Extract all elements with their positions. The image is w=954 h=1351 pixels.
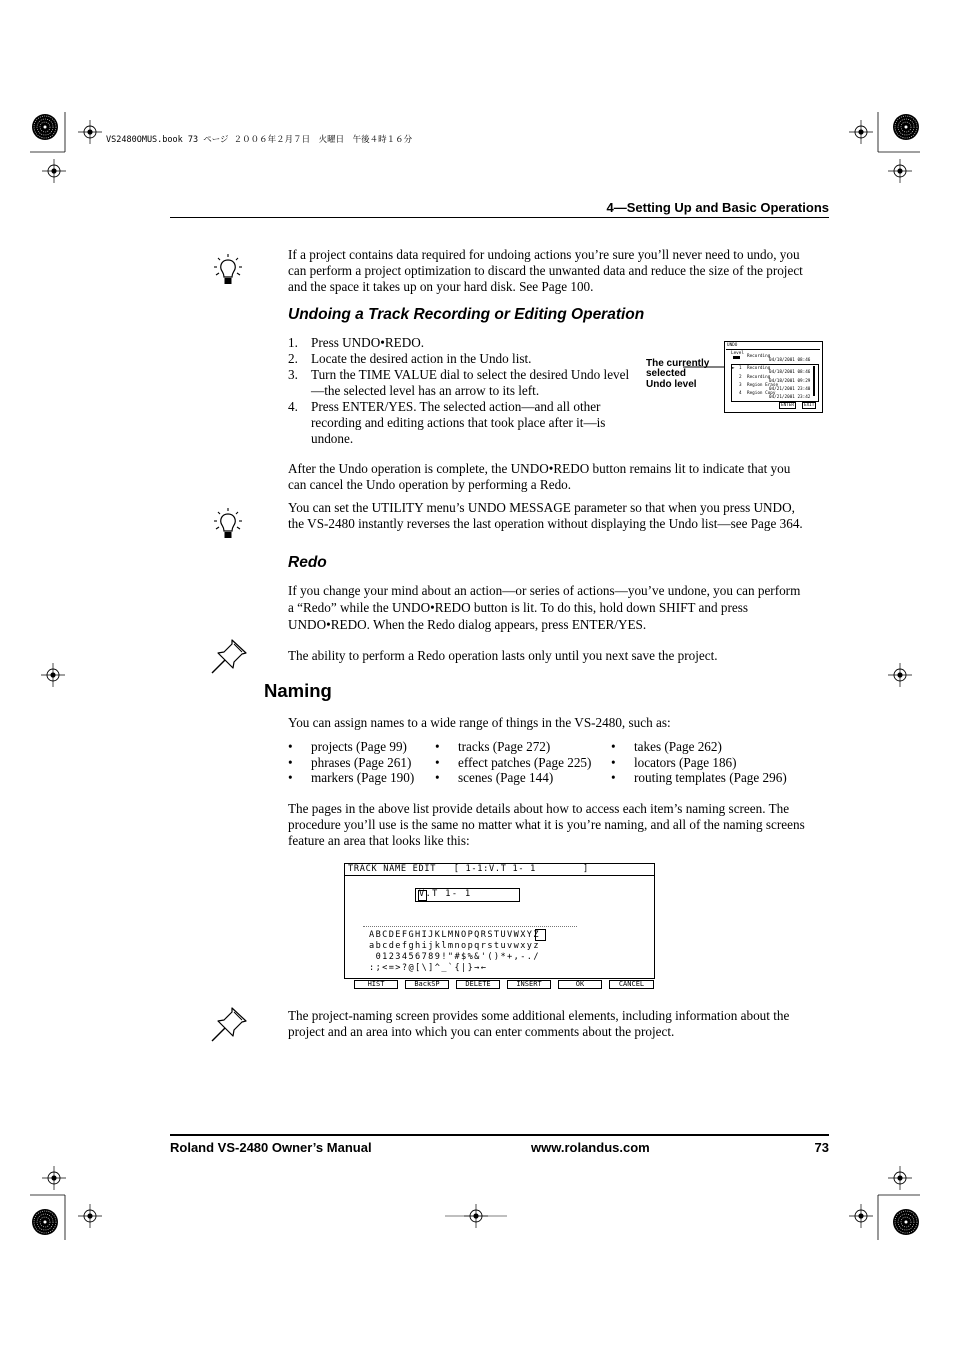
ok-button: OK <box>558 980 602 989</box>
list-item: • effect patches (Page 225) <box>435 755 611 771</box>
name-field <box>415 888 520 902</box>
list-item: • markers (Page 190) <box>288 770 435 786</box>
naming-paragraph: The pages in the above list provide details about how to access each item’s naming screen. The procedure you’ll use is the same no matter what it is you’re naming, and all of the naming screens feature an area that looks like this: <box>288 801 805 848</box>
undo-row-date: 04/18/2001 08:46 <box>769 370 811 375</box>
footer-rule <box>170 1134 829 1136</box>
naming-intro: You can assign names to a wide range of things in the VS-2480, such as: <box>288 715 671 730</box>
hist-button: HIST <box>354 980 398 989</box>
char-row: 0123456789!"#$%&'()*+,-./ <box>369 952 540 962</box>
undo-screen-title: UNDO <box>727 343 738 348</box>
undo-row-num: 2 <box>739 375 742 380</box>
undo-row-num: 1 <box>739 366 742 371</box>
undo-row-num: 4 <box>739 391 742 396</box>
list-item: • routing templates (Page 296) <box>611 770 811 786</box>
undo-level-box <box>733 356 740 359</box>
insert-button: INSERT <box>507 980 551 989</box>
name-edit-title: TRACK NAME EDIT [ 1-1:V.T 1- 1 ] <box>348 864 589 874</box>
tip-paragraph: If a project contains data required for undoing actions you’re sure you’ll never need to undo, you can perform a project optimization to discard the unwanted data and reduce the size of the project and the space it takes up on your hard disk. See Page 100. <box>288 247 803 294</box>
lightbulb-icon <box>212 253 244 289</box>
undo-row-date: 04/21/2001 23:40 <box>769 387 811 392</box>
bullet-column <box>435 739 611 786</box>
undo-enter-button: ENTER <box>781 403 794 408</box>
list-item: • projects (Page 99) <box>288 739 435 755</box>
naming-bullet-list <box>288 739 811 786</box>
pushpin-icon <box>210 638 248 674</box>
note-paragraph: The project-naming screen provides some additional elements, including information about the project and an area into which you can enter comments about the project. <box>288 1008 790 1039</box>
undo-top-date: 04/18/2001 08:46 <box>769 358 811 363</box>
bullet-column <box>288 739 435 786</box>
name-edit-title-rule <box>345 875 654 876</box>
step-item: 2. Locate the desired action in the Undo list. <box>288 351 532 366</box>
tip-paragraph: You can set the UTILITY menu’s UNDO MESSAGE parameter so that when you press UNDO, the VS-2480 instantly reverses the last operation without displaying the Undo list—see Page 364. <box>288 500 803 531</box>
backsp-button: BackSP <box>405 980 449 989</box>
char-row: abcdefghijklmnopqrstuvwxyz <box>369 941 540 951</box>
footer-url: www.rolandus.com <box>531 1140 650 1155</box>
chapter-header: 4—Setting Up and Basic Operations <box>606 200 829 215</box>
note-paragraph: The ability to perform a Redo operation lasts only until you next save the project. <box>288 648 718 663</box>
pushpin-icon <box>210 1006 248 1042</box>
lightbulb-icon <box>212 507 244 543</box>
section-heading-redo: Redo <box>288 554 327 571</box>
print-info: VS2480OMUS.book 73 ページ ２００６年２月７日 火曜日 午後４時１６分 <box>106 135 413 145</box>
list-item: • scenes (Page 144) <box>435 770 611 786</box>
undo-screen-title-rule <box>726 349 820 350</box>
undo-level-callout: The currently selected Undo level <box>646 358 710 390</box>
footer-manual-title: Roland VS-2480 Owner’s Manual <box>170 1140 372 1155</box>
undo-exit-button: EXIT <box>804 403 815 408</box>
page-number: 73 <box>814 1140 829 1155</box>
delete-button: DELETE <box>456 980 500 989</box>
undo-row-date: 04/21/2001 23:42 <box>769 395 811 400</box>
step-item: 4. Press ENTER/YES. The selected action—and all other recording and editing actions that took place after it—is undone. <box>288 399 606 446</box>
step-item: 1. Press UNDO•REDO. <box>288 335 425 350</box>
char-table-rule <box>363 926 577 927</box>
undo-after-paragraph: After the Undo operation is complete, the UNDO•REDO button remains lit to indicate that you can cancel the Undo operation by performing a Redo. <box>288 461 791 492</box>
undo-row-date: 04/18/2001 09:29 <box>769 379 811 384</box>
section-heading-undo: Undoing a Track Recording or Editing Operation <box>288 306 645 323</box>
list-item: • tracks (Page 272) <box>435 739 611 755</box>
char-row: :;<=>?@[\]^_`{|}→← <box>369 963 488 973</box>
undo-row-name: Recording <box>747 375 771 380</box>
char-row: ABCDEFGHIJKLMNOPQRSTUVWXYZ <box>369 930 540 940</box>
undo-row-name: Region Erase <box>747 383 779 388</box>
list-item: • takes (Page 262) <box>611 739 811 755</box>
list-item: • phrases (Page 261) <box>288 755 435 771</box>
undo-scrollbar <box>813 366 815 396</box>
undo-steps <box>288 335 634 447</box>
header-rule <box>170 217 829 218</box>
undo-top-entry: Recording <box>747 354 771 359</box>
cancel-button: CANCEL <box>609 980 654 989</box>
bullet-column <box>611 739 811 786</box>
undo-screen-image <box>724 341 823 413</box>
name-field-value: V.T 1- 1 <box>419 889 472 899</box>
name-edit-screen-image <box>344 863 655 979</box>
char-cursor-box <box>535 929 546 941</box>
redo-paragraph: If you change your mind about an action—or series of actions—you’ve undone, you can perform a “Redo” while the UNDO•REDO button is lit. To do this, hold down SHIFT and press UNDO•REDO. When the Redo dialog appears, press ENTER/YES. <box>288 583 801 632</box>
undo-screen-level-label: Level <box>731 351 744 356</box>
undo-row-name: Region Copy <box>747 391 776 396</box>
undo-row-num: 3 <box>739 383 742 388</box>
step-item: 3. Turn the TIME VALUE dial to select the desired Undo level—the selected level has an arrow to its left. <box>288 367 630 398</box>
list-item: • locators (Page 186) <box>611 755 811 771</box>
undo-row-name: Recording <box>747 366 771 371</box>
selected-arrow-icon: ► <box>732 366 735 371</box>
section-heading-naming: Naming <box>264 680 332 701</box>
cursor-box <box>418 890 427 901</box>
